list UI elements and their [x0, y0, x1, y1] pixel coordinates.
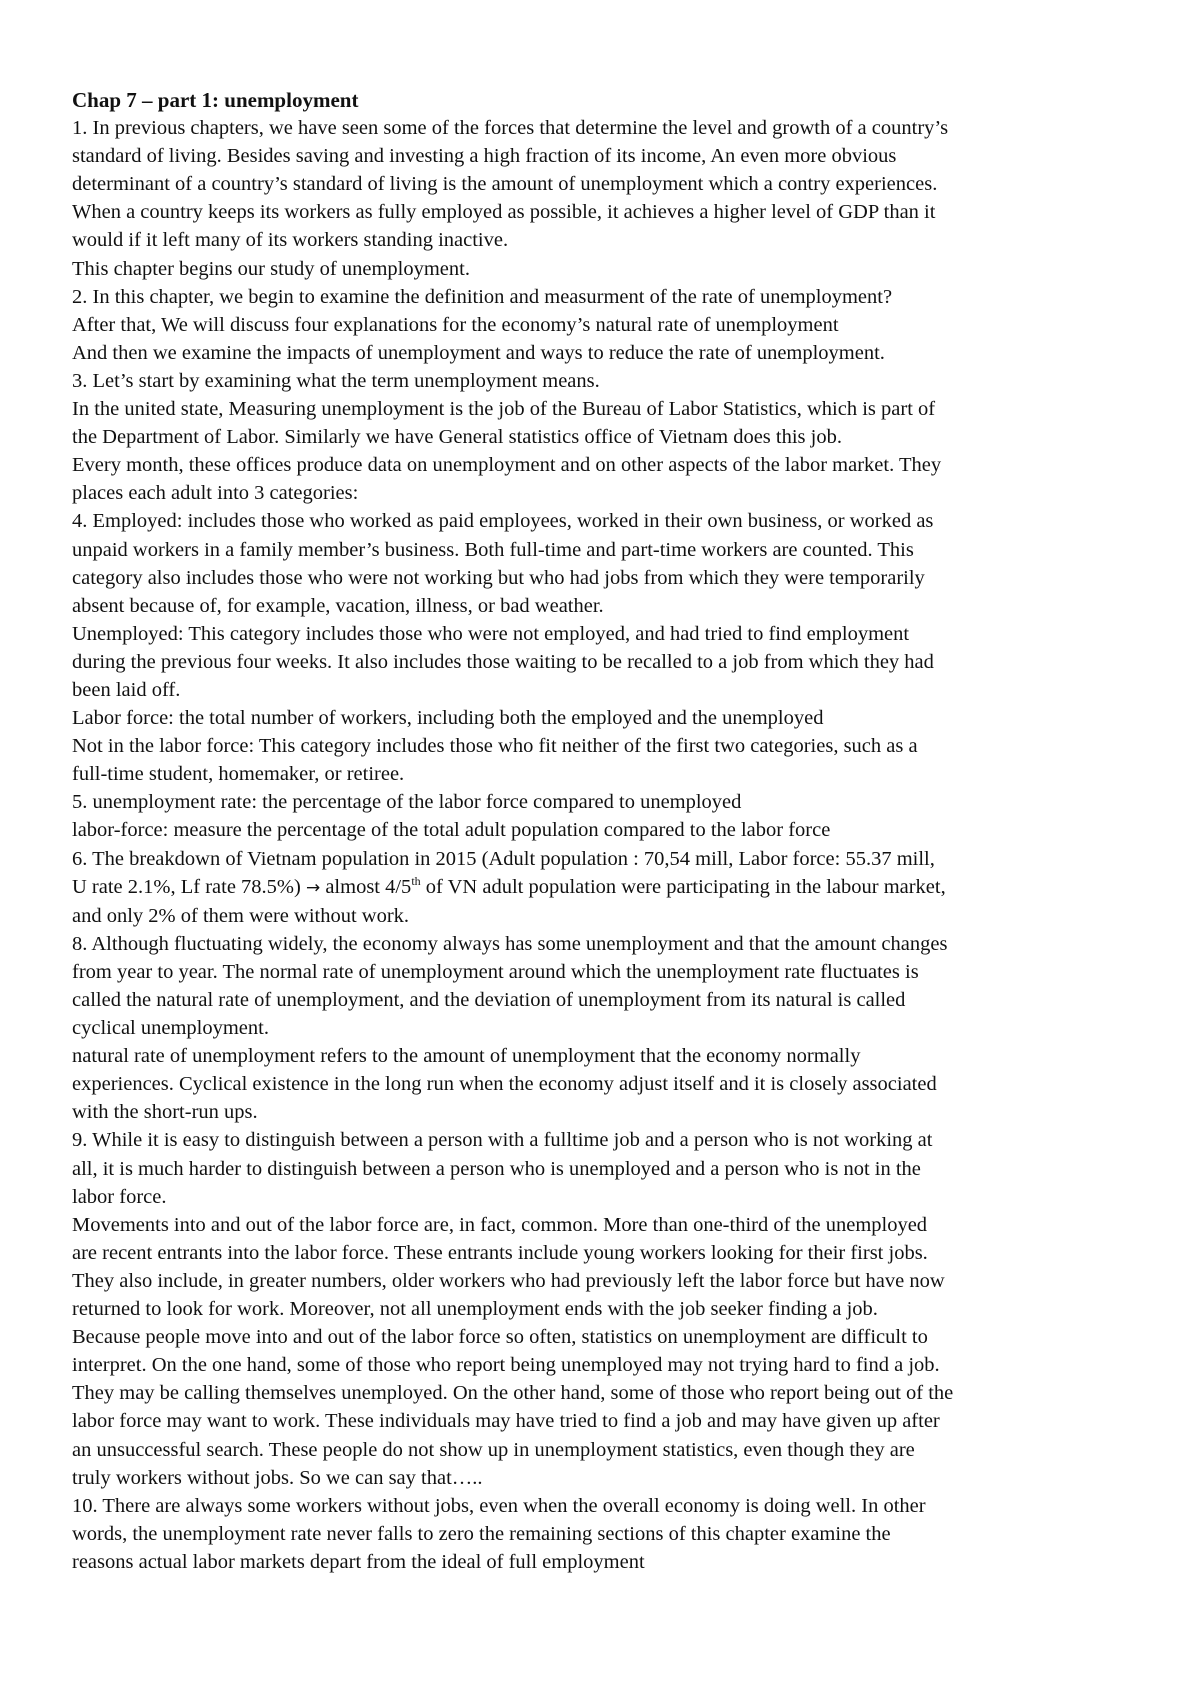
- document-line: Unemployed: This category includes those who were not employed, and had tried to find employment: [72, 622, 910, 645]
- document-line: experiences. Cyclical existence in the long run when the economy adjust itself and it is closely associated: [72, 1073, 937, 1096]
- document-line: When a country keeps its workers as fully employed as possible, it achieves a higher level of GDP than it: [72, 201, 936, 224]
- document-line: Because people move into and out of the labor force so often, statistics on unemployment are difficult to: [72, 1326, 928, 1349]
- document-line: 1. In previous chapters, we have seen some of the forces that determine the level and growth of a country’s: [72, 117, 949, 140]
- line-text-before-arrow: U rate 2.1%, Lf rate 78.5%): [72, 875, 301, 898]
- document-line: determinant of a country’s standard of living is the amount of unemployment which a contry experiences.: [72, 173, 938, 196]
- document-line: cyclical unemployment.: [72, 1017, 269, 1040]
- document-body: [72, 114, 1132, 873]
- document-line: reasons actual labor markets depart from the ideal of full employment: [72, 1550, 645, 1573]
- document-line: words, the unemployment rate never falls to zero the remaining sections of this chapter examine the: [72, 1522, 891, 1545]
- document-title: Chap 7 – part 1: unemployment: [72, 88, 359, 112]
- document-line: They may be calling themselves unemployed. On the other hand, some of those who report being out of the: [72, 1382, 954, 1405]
- document-line: Every month, these offices produce data on unemployment and on other aspects of the labor market. They: [72, 454, 942, 477]
- document-line: been laid off.: [72, 678, 181, 701]
- document-line: category also includes those who were not working but who had jobs from which they were temporarily: [72, 566, 925, 589]
- document-line-arrow: [72, 873, 1132, 902]
- document-line: an unsuccessful search. These people do not show up in unemployment statistics, even though they are: [72, 1438, 915, 1461]
- document-line: absent because of, for example, vacation, illness, or bad weather.: [72, 594, 604, 617]
- document-page: [72, 86, 1132, 1576]
- document-line: In the united state, Measuring unemployment is the job of the Bureau of Labor Statistics, which is part of: [72, 398, 936, 421]
- document-line: with the short-run ups.: [72, 1101, 258, 1124]
- document-line: 10. There are always some workers without jobs, even when the overall economy is doing well. In other: [72, 1494, 926, 1517]
- document-line: are recent entrants into the labor force. These entrants include young workers looking for their first jobs.: [72, 1241, 928, 1264]
- document-line: Not in the labor force: This category includes those who fit neither of the first two categories, such as a: [72, 735, 918, 758]
- document-line: would if it left many of its workers standing inactive.: [72, 229, 509, 252]
- document-line: from year to year. The normal rate of unemployment around which the unemployment rate fluctuates is: [72, 960, 919, 983]
- document-line: 3. Let’s start by examining what the term unemployment means.: [72, 369, 600, 392]
- document-line: during the previous four weeks. It also includes those waiting to be recalled to a job from which they had: [72, 650, 934, 673]
- document-line: full-time student, homemaker, or retiree.: [72, 763, 405, 786]
- right-arrow-icon: →: [305, 877, 321, 898]
- document-line: Labor force: the total number of workers, including both the employed and the unemployed: [72, 707, 824, 730]
- document-line: 8. Although fluctuating widely, the economy always has some unemployment and that the amount changes: [72, 932, 948, 955]
- document-line: and only 2% of them were without work.: [72, 904, 410, 927]
- line-text-after-arrow: almost 4/5: [325, 875, 412, 898]
- document-line: 5. unemployment rate: the percentage of the labor force compared to unemployed: [72, 791, 742, 814]
- document-line: They also include, in greater numbers, older workers who had previously left the labor force but have now: [72, 1269, 945, 1292]
- document-line: 4. Employed: includes those who worked as paid employees, worked in their own business, or worked as: [72, 510, 934, 533]
- document-line: all, it is much harder to distinguish between a person who is unemployed and a person who is not in the: [72, 1157, 921, 1180]
- document-line: places each adult into 3 categories:: [72, 482, 359, 505]
- document-line: labor force may want to work. These individuals may have tried to find a job and may have given up after: [72, 1410, 940, 1433]
- document-line: returned to look for work. Moreover, not all unemployment ends with the job seeker finding a job.: [72, 1298, 878, 1321]
- document-line: labor force.: [72, 1185, 167, 1208]
- document-line: After that, We will discuss four explanations for the economy’s natural rate of unemployment: [72, 313, 839, 336]
- document-line: standard of living. Besides saving and investing a high fraction of its income, An even more obvious: [72, 145, 897, 168]
- document-line: 9. While it is easy to distinguish between a person with a fulltime job and a person who is not working at: [72, 1129, 933, 1152]
- document-line: 6. The breakdown of Vietnam population in 2015 (Adult population : 70,54 mill, Labor force: 55.37 mill,: [72, 847, 935, 870]
- document-line: called the natural rate of unemployment, and the deviation of unemployment from its natural is called: [72, 989, 906, 1011]
- document-body-continued: [72, 902, 1132, 1576]
- document-line: unpaid workers in a family member’s business. Both full-time and part-time workers are counted. This: [72, 538, 914, 561]
- document-line: truly workers without jobs. So we can say that…..: [72, 1466, 483, 1489]
- document-line: Movements into and out of the labor force are, in fact, common. More than one-third of the unemployed: [72, 1213, 928, 1236]
- line-text-rest: of VN adult population were participating in the labour market,: [425, 875, 946, 898]
- document-line: natural rate of unemployment refers to the amount of unemployment that the economy normally: [72, 1045, 861, 1068]
- document-line: labor-force: measure the percentage of the total adult population compared to the labor force: [72, 819, 831, 842]
- document-line: This chapter begins our study of unemployment.: [72, 257, 470, 280]
- document-line: interpret. On the one hand, some of those who report being unemployed may not trying hard to find a job.: [72, 1354, 940, 1377]
- document-line: the Department of Labor. Similarly we have General statistics office of Vietnam does this job.: [72, 426, 842, 449]
- superscript-th: th: [411, 873, 421, 888]
- document-line: And then we examine the impacts of unemployment and ways to reduce the rate of unemployment.: [72, 341, 885, 364]
- document-line: 2. In this chapter, we begin to examine the definition and measurment of the rate of unemployment?: [72, 285, 893, 308]
